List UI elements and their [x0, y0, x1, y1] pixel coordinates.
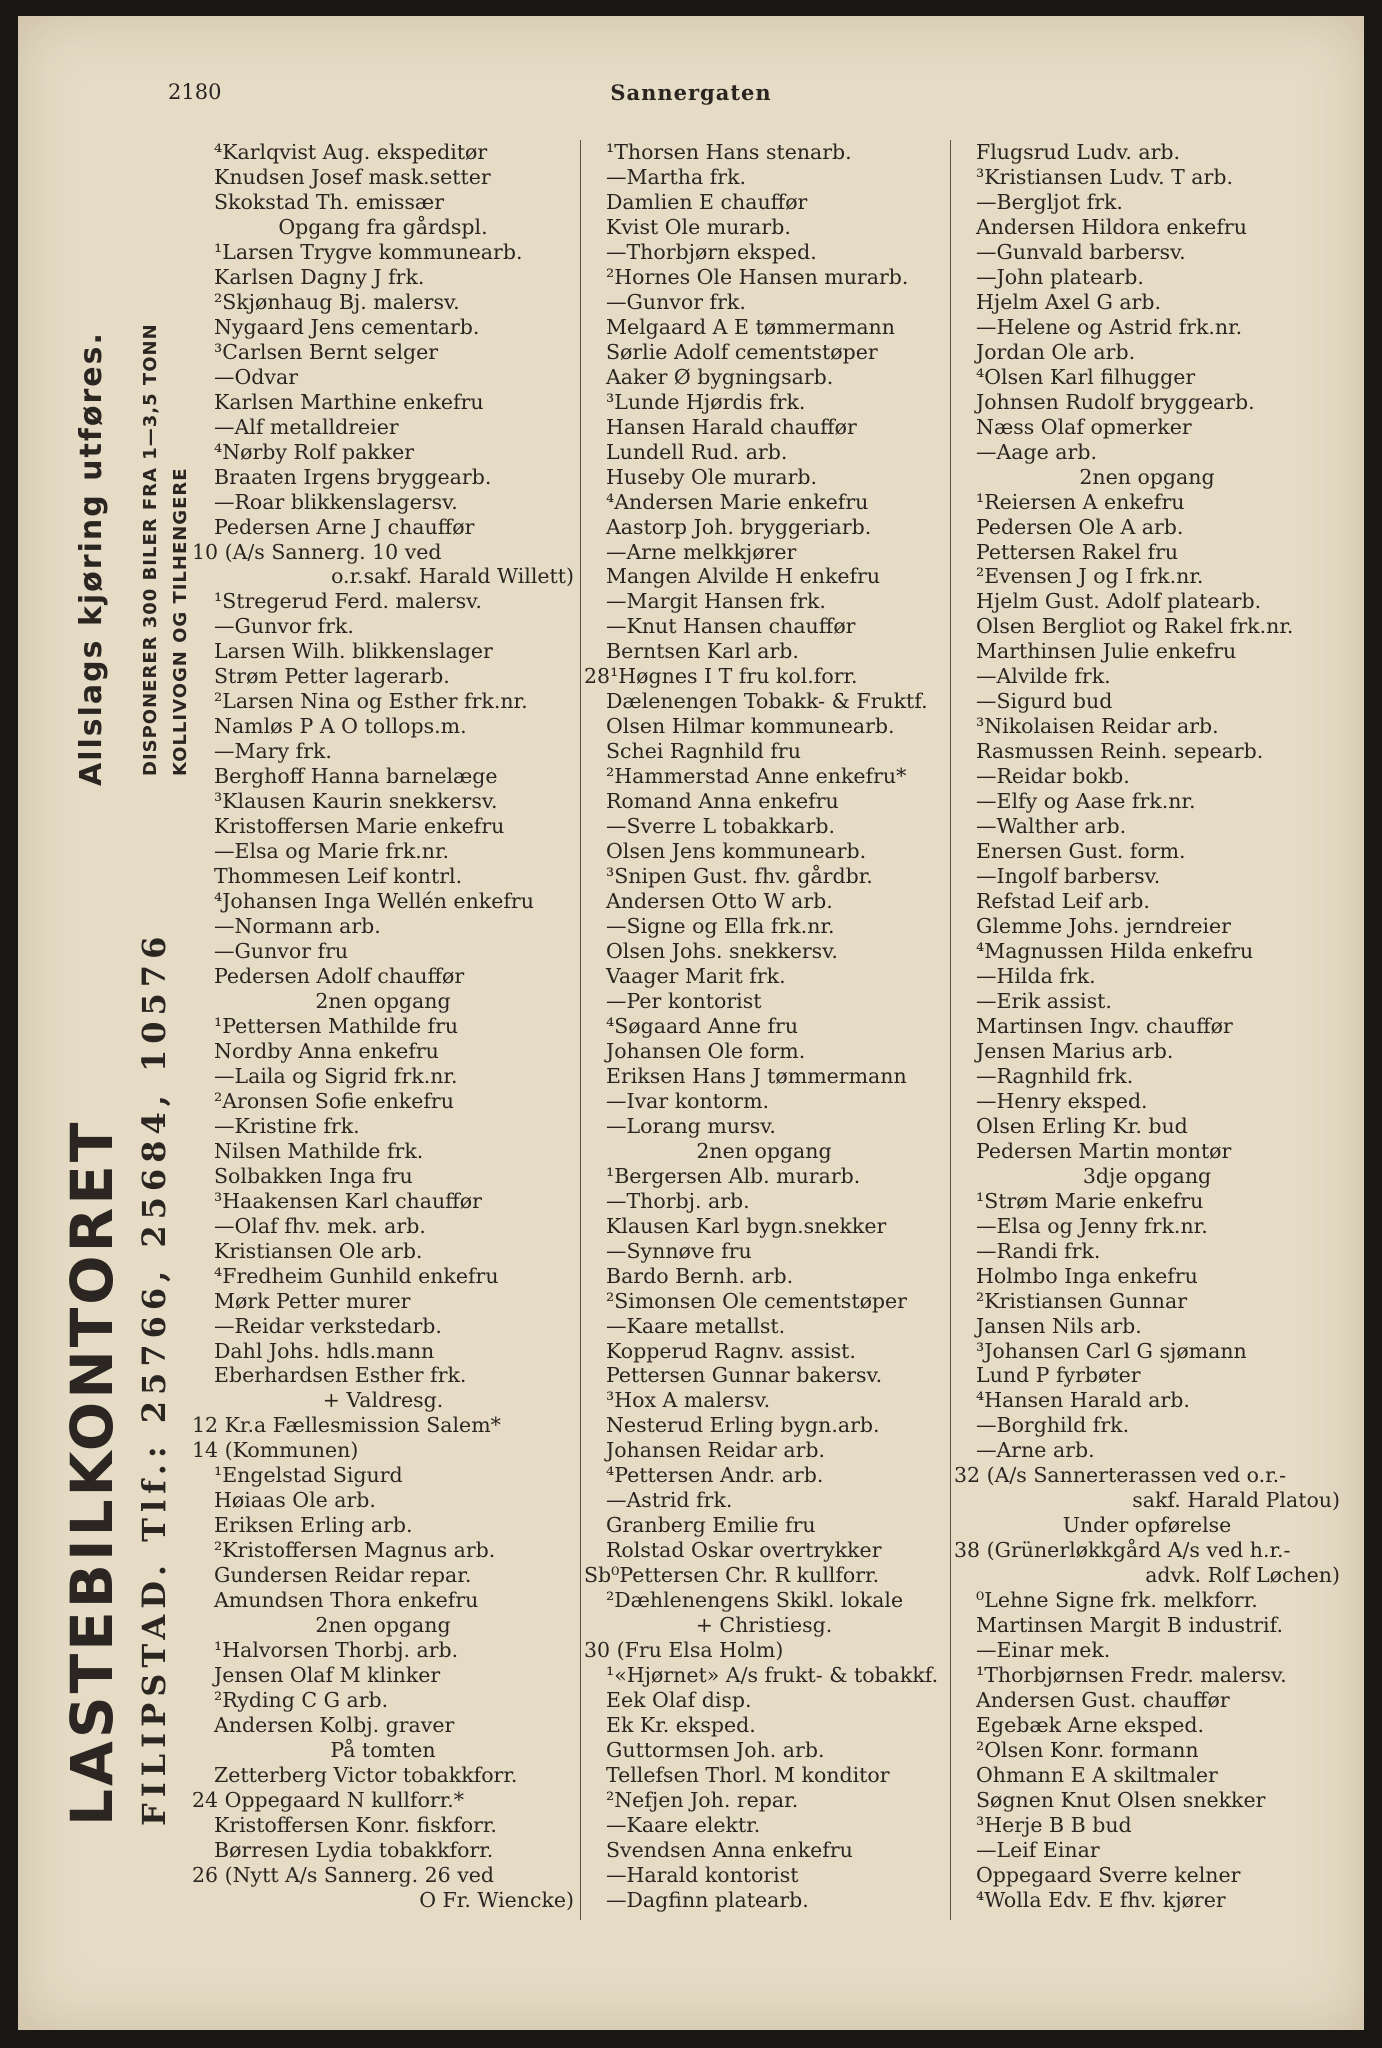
page-number: 2180 — [168, 80, 222, 104]
ad-fleet-line: DISPONERER 300 BILER FRA 1—3,5 TONN — [140, 323, 161, 776]
directory-entry: —Margit Hansen frk. — [606, 589, 826, 614]
directory-entry: ⁴Andersen Marie enkefru — [606, 489, 869, 514]
directory-entry: ¹Bergersen Alb. murarb. — [606, 1163, 861, 1188]
directory-entry: ¹Larsen Trygve kommunearb. — [214, 239, 523, 264]
directory-entry: Melgaard A E tømmermann — [606, 314, 895, 339]
directory-entry: ²Hammerstad Anne enkefru* — [606, 764, 907, 789]
directory-entry: Solbakken Inga fru — [214, 1163, 413, 1188]
advertisement-banner — [56, 236, 206, 1826]
directory-entry: Namløs P A O tollops.m. — [214, 714, 467, 739]
directory-entry: Nordby Anna enkefru — [214, 1038, 439, 1063]
directory-entry: —Kaare elektr. — [606, 1812, 761, 1837]
directory-entry: Johnsen Rudolf bryggearb. — [976, 389, 1255, 414]
directory-column-2 — [584, 140, 944, 1920]
directory-entry: 2nen opgang — [696, 1138, 832, 1163]
directory-entry: Eek Olaf disp. — [606, 1688, 752, 1713]
directory-entry: Huseby Ole murarb. — [606, 464, 818, 489]
directory-entry: Knudsen Josef mask.setter — [214, 164, 491, 189]
directory-entry: 30 (Fru Elsa Holm) — [584, 1638, 784, 1663]
directory-entry: —Elsa og Jenny frk.nr. — [976, 1213, 1208, 1238]
street-title: Sannergaten — [610, 80, 772, 105]
directory-entry: 3dje opgang — [1082, 1163, 1212, 1188]
directory-entry: —Thorbjørn eksped. — [606, 239, 817, 264]
directory-entry: ¹Thorbjørnsen Fredr. malersv. — [976, 1663, 1287, 1688]
directory-entry: Dælenengen Tobakk- & Fruktf. — [606, 689, 928, 714]
directory-entry: Andersen Gust. chauffør — [976, 1688, 1230, 1713]
directory-entry: ⁴Wolla Edv. E fhv. kjører — [976, 1887, 1226, 1912]
directory-entry: ²Aronsen Sofie enkefru — [214, 1088, 454, 1113]
directory-entry: Bardo Bernh. arb. — [606, 1263, 794, 1288]
directory-entry: ⁴Fredheim Gunhild enkefru — [214, 1263, 499, 1288]
directory-entry: Martinsen Ingv. chauffør — [976, 1013, 1233, 1038]
directory-entry: ³Hox A malersv. — [606, 1388, 771, 1413]
directory-entry: På tomten — [330, 1738, 436, 1762]
directory-entry: Thommesen Leif kontrl. — [214, 864, 463, 889]
directory-entry: Aaker Ø bygningsarb. — [606, 364, 834, 389]
directory-entry: Egebæk Arne eksped. — [976, 1713, 1204, 1738]
directory-entry: Eriksen Erling arb. — [214, 1513, 413, 1538]
directory-entry: ³Nikolaisen Reidar arb. — [976, 714, 1219, 739]
directory-entry: ²Kristoffersen Magnus arb. — [214, 1538, 496, 1563]
directory-entry: 10 (A/s Sannerg. 10 ved — [192, 539, 442, 564]
directory-entry: —Ivar kontorm. — [606, 1088, 770, 1113]
directory-entry: Romand Anna enkefru — [606, 789, 839, 814]
directory-entry: —Arne melkkjører — [606, 539, 797, 564]
directory-entry: ⁴Johansen Inga Wellén enkefru — [214, 889, 534, 914]
directory-entry: —Einar mek. — [976, 1638, 1111, 1663]
directory-entry: Hjelm Axel G arb. — [976, 289, 1162, 314]
directory-entry: Olsen Johs. snekkersv. — [606, 939, 838, 963]
directory-entry: ³Herje B B bud — [976, 1812, 1132, 1837]
directory-entry: ¹Stregerud Ferd. malersv. — [214, 589, 482, 614]
directory-entry: Kopperud Ragnv. assist. — [606, 1338, 856, 1363]
directory-entry: Kvist Ole murarb. — [606, 214, 791, 239]
directory-entry: —Reidar verkstedarb. — [214, 1313, 442, 1338]
directory-page — [18, 16, 1364, 2030]
directory-entry: —Erik assist. — [976, 988, 1112, 1013]
directory-entry: ²Larsen Nina og Esther frk.nr. — [214, 689, 528, 714]
directory-entry: Børresen Lydia tobakkforr. — [214, 1837, 494, 1862]
directory-entry: —Lorang mursv. — [606, 1113, 776, 1138]
directory-entry: —Laila og Sigrid frk.nr. — [214, 1063, 458, 1088]
directory-entry: —Dagfinn platearb. — [606, 1887, 809, 1912]
directory-entry: —Aage arb. — [976, 439, 1097, 464]
directory-entry: Rolstad Oskar overtrykker — [606, 1538, 882, 1563]
directory-entry: —Astrid frk. — [606, 1488, 733, 1513]
directory-entry: Granberg Emilie fru — [606, 1513, 816, 1538]
directory-entry: —Walther arb. — [976, 814, 1127, 839]
directory-entry: ²Skjønhaug Bj. malersv. — [214, 289, 460, 314]
directory-entry: —Ingolf barbersv. — [976, 864, 1161, 889]
directory-entry: Rasmussen Reinh. sepearb. — [976, 739, 1264, 764]
directory-entry: —Henry eksped. — [976, 1088, 1148, 1113]
directory-entry: —Odvar — [214, 364, 299, 389]
directory-entry: Pedersen Martin montør — [976, 1138, 1232, 1163]
column-divider — [950, 140, 951, 1920]
directory-entry: Schei Ragnhild fru — [606, 739, 801, 764]
directory-entry: ²Ryding C G arb. — [214, 1688, 389, 1713]
directory-entry: —Sverre L tobakkarb. — [606, 814, 836, 839]
directory-entry: Næss Olaf opmerker — [976, 414, 1192, 439]
directory-entry: Strøm Petter lagerarb. — [214, 664, 450, 689]
directory-entry: —Borghild frk. — [976, 1413, 1130, 1438]
directory-entry: ³Johansen Carl G sjømann — [976, 1338, 1247, 1363]
directory-entry: —Reidar bokb. — [976, 764, 1130, 789]
ad-contact: FILIPSTAD. Tlf.: 25766, 25684, 10576 — [135, 930, 173, 1826]
directory-entry: —Per kontorist — [606, 988, 762, 1013]
directory-entry: —Arne arb. — [976, 1438, 1095, 1463]
directory-entry: —Roar blikkenslagersv. — [214, 489, 458, 514]
directory-entry: Martinsen Margit B industrif. — [976, 1613, 1283, 1638]
directory-entry: Skokstad Th. emissær — [214, 189, 444, 214]
directory-entry: 28¹Høgnes I T fru kol.forr. — [584, 664, 858, 689]
directory-entry: Holmbo Inga enkefru — [976, 1263, 1198, 1288]
directory-entry: Nygaard Jens cementarb. — [214, 314, 480, 339]
directory-entry: o.r.sakf. Harald Willett) — [331, 564, 574, 589]
directory-entry: ²Evensen J og I frk.nr. — [976, 564, 1204, 589]
directory-entry: —Martha frk. — [606, 164, 747, 189]
directory-entry: ³Klausen Kaurin snekkersv. — [214, 789, 498, 814]
ad-tagline: Allslags kjøring utføres. — [74, 331, 109, 786]
directory-entry: ¹Thorsen Hans stenarb. — [606, 140, 852, 164]
directory-entry: —Ragnhild frk. — [976, 1063, 1134, 1088]
directory-entry: Pettersen Gunnar bakersv. — [606, 1363, 883, 1388]
directory-entry: ²Olsen Konr. formann — [976, 1738, 1199, 1762]
directory-entry: Refstad Leif arb. — [976, 889, 1150, 914]
directory-entry: —Elfy og Aase frk.nr. — [976, 789, 1196, 814]
ad-fleet-line: KOLLIVOGN OG TILHENGERE — [170, 467, 191, 776]
directory-entry: Opgang fra gårdspl. — [278, 214, 488, 239]
directory-entry: Nesterud Erling bygn.arb. — [606, 1413, 880, 1438]
directory-entry: 24 Oppegaard N kullforr.* — [192, 1787, 465, 1812]
directory-entry: ⁴Olsen Karl filhugger — [976, 364, 1196, 389]
directory-entry: Kristoffersen Marie enkefru — [214, 814, 505, 839]
directory-entry: O Fr. Wiencke) — [419, 1887, 574, 1912]
directory-entry: —Gunvald barbersv. — [976, 239, 1186, 264]
directory-entry: Andersen Hildora enkefru — [976, 214, 1247, 239]
directory-entry: ¹«Hjørnet» A/s frukt- & tobakkf. — [606, 1663, 939, 1688]
directory-entry: 32 (A/s Sannerterassen ved o.r.- — [954, 1463, 1287, 1488]
directory-entry: 38 (Grünerløkkgård A/s ved h.r.- — [954, 1538, 1291, 1563]
directory-entry: Eberhardsen Esther frk. — [214, 1363, 467, 1388]
directory-entry: Larsen Wilh. blikkenslager — [214, 639, 493, 664]
directory-entry: 12 Kr.a Fællesmission Salem* — [192, 1413, 501, 1438]
directory-entry: ³Lunde Hjørdis frk. — [606, 389, 806, 414]
directory-entry: Olsen Hilmar kommunearb. — [606, 714, 895, 739]
directory-entry: ²Dæhlenengens Skikl. lokale — [606, 1588, 904, 1613]
directory-entry: Hjelm Gust. Adolf platearb. — [976, 589, 1262, 614]
directory-entry: —Olaf fhv. mek. arb. — [214, 1213, 426, 1238]
directory-entry: ³Kristiansen Ludv. T arb. — [976, 164, 1233, 189]
directory-entry: ⁴Pettersen Andr. arb. — [606, 1463, 824, 1488]
directory-entry: —Bergljot frk. — [976, 189, 1123, 214]
directory-entry: advk. Rolf Løchen) — [1145, 1563, 1340, 1588]
directory-entry: Glemme Johs. jerndreier — [976, 914, 1231, 939]
directory-entry: —Gunvor frk. — [214, 614, 354, 639]
directory-entry: Jordan Ole arb. — [976, 339, 1136, 364]
directory-entry: —Alvilde frk. — [976, 664, 1111, 689]
ad-fleet — [136, 323, 196, 776]
directory-entry: Karlsen Marthine enkefru — [214, 389, 484, 414]
directory-entry: Eriksen Hans J tømmermann — [606, 1063, 907, 1088]
directory-entry: Jensen Marius arb. — [976, 1038, 1174, 1063]
directory-entry: —Elsa og Marie frk.nr. — [214, 839, 450, 864]
directory-entry: —Synnøve fru — [606, 1238, 752, 1263]
directory-entry: —Alf metalldreier — [214, 414, 399, 439]
directory-entry: 2nen opgang — [1079, 464, 1215, 489]
directory-entry: Johansen Ole form. — [606, 1038, 806, 1063]
directory-entry: Pedersen Ole A arb. — [976, 514, 1184, 539]
directory-entry: —Gunvor fru — [214, 939, 349, 963]
directory-column-1 — [192, 140, 574, 1920]
directory-entry: ³Snipen Gust. fhv. gårdbr. — [606, 864, 873, 889]
directory-entry: Olsen Jens kommunearb. — [606, 839, 867, 864]
directory-entry: ²Nefjen Joh. repar. — [606, 1787, 799, 1812]
directory-entry: Ohmann E A skiltmaler — [976, 1762, 1218, 1787]
directory-entry: Vaager Marit frk. — [606, 963, 786, 988]
directory-entry: —Kristine frk. — [214, 1113, 360, 1138]
directory-entry: Damlien E chauffør — [606, 189, 808, 214]
directory-entry: ²Kristiansen Gunnar — [976, 1288, 1188, 1313]
directory-entry: Olsen Bergliot og Rakel frk.nr. — [976, 614, 1294, 639]
directory-entry: 2nen opgang — [315, 988, 451, 1013]
directory-entry: —Knut Hansen chauffør — [606, 614, 856, 639]
directory-entry: Sb⁰Pettersen Chr. R kullforr. — [584, 1563, 880, 1588]
directory-entry: —Randi frk. — [976, 1238, 1101, 1263]
directory-entry: Oppegaard Sverre kelner — [976, 1862, 1241, 1887]
directory-entry: Amundsen Thora enkefru — [214, 1588, 479, 1613]
directory-entry: Hansen Harald chauffør — [606, 414, 857, 439]
directory-entry: Andersen Otto W arb. — [606, 889, 833, 914]
directory-entry: Johansen Reidar arb. — [606, 1438, 826, 1463]
directory-entry: Olsen Erling Kr. bud — [976, 1113, 1188, 1138]
directory-entry: 26 (Nytt A/s Sannerg. 26 ved — [192, 1862, 495, 1887]
directory-entry: Svendsen Anna enkefru — [606, 1837, 853, 1862]
directory-entry: Lund P fyrbøter — [976, 1363, 1141, 1388]
directory-entry: Pedersen Adolf chauffør — [214, 963, 465, 988]
directory-entry: Flugsrud Ludv. arb. — [976, 140, 1181, 164]
directory-column-3 — [954, 140, 1340, 1920]
directory-entry: ¹Halvorsen Thorbj. arb. — [214, 1638, 459, 1663]
directory-entry: —Sigurd bud — [976, 689, 1113, 714]
directory-entry: ⁴Magnussen Hilda enkefru — [976, 939, 1254, 963]
ad-title: LASTEBILKONTORET — [58, 1119, 126, 1826]
directory-entry: ²Simonsen Ole cementstøper — [606, 1288, 907, 1313]
directory-entry: sakf. Harald Platou) — [1132, 1488, 1340, 1513]
directory-entry: Aastorp Joh. bryggeriarb. — [606, 514, 872, 539]
directory-entry: ³Haakensen Karl chauffør — [214, 1188, 482, 1213]
directory-entry: —Mary frk. — [214, 739, 332, 764]
directory-entry: —Harald kontorist — [606, 1862, 799, 1887]
directory-entry: —Normann arb. — [214, 914, 381, 939]
directory-entry: Pettersen Rakel fru — [976, 539, 1179, 564]
directory-entry: Sørlie Adolf cementstøper — [606, 339, 878, 364]
directory-entry: —Signe og Ella frk.nr. — [606, 914, 835, 939]
directory-entry: Berntsen Karl arb. — [606, 639, 799, 664]
directory-entry: Zetterberg Victor tobakkforr. — [214, 1762, 518, 1787]
directory-entry: Berghoff Hanna barnelæge — [214, 764, 498, 789]
directory-entry: 2nen opgang — [315, 1613, 451, 1638]
directory-entry: —Helene og Astrid frk.nr. — [976, 314, 1243, 339]
directory-entry: Nilsen Mathilde frk. — [214, 1138, 424, 1163]
directory-entry: 14 (Kommunen) — [192, 1438, 359, 1463]
directory-entry: ¹Strøm Marie enkefru — [976, 1188, 1204, 1213]
directory-entry: Enersen Gust. form. — [976, 839, 1186, 864]
directory-entry: ⁴Hansen Harald arb. — [976, 1388, 1190, 1413]
directory-entry: Karlsen Dagny J frk. — [214, 264, 425, 289]
directory-entry: Lundell Rud. arb. — [606, 439, 788, 464]
directory-entry: Pedersen Arne J chauffør — [214, 514, 475, 539]
directory-entry: ¹Reiersen A enkefru — [976, 489, 1185, 514]
directory-entry: Søgnen Knut Olsen snekker — [976, 1787, 1266, 1812]
directory-entry: Guttormsen Joh. arb. — [606, 1738, 825, 1762]
directory-entry: + Christiesg. — [695, 1613, 833, 1638]
directory-entry: —Gunvor frk. — [606, 289, 746, 314]
directory-entry: ⁴Karlqvist Aug. ekspeditør — [214, 140, 488, 164]
directory-entry: ¹Engelstad Sigurd — [214, 1463, 403, 1488]
directory-entry: Mangen Alvilde H enkefru — [606, 564, 881, 589]
directory-entry: —Kaare metallst. — [606, 1313, 786, 1338]
directory-entry: ¹Pettersen Mathilde fru — [214, 1013, 459, 1038]
directory-entry: Klausen Karl bygn.snekker — [606, 1213, 887, 1238]
directory-entry: Tellefsen Thorl. M konditor — [606, 1762, 890, 1787]
directory-entry: Marthinsen Julie enkefru — [976, 639, 1237, 664]
directory-entry: Dahl Johs. hdls.mann — [214, 1338, 435, 1363]
directory-entry: + Valdresg. — [322, 1388, 444, 1413]
directory-entry: Jensen Olaf M klinker — [214, 1663, 441, 1688]
directory-entry: ³Carlsen Bernt selger — [214, 339, 439, 364]
directory-entry: ⁰Lehne Signe frk. melkforr. — [976, 1588, 1258, 1613]
directory-entry: Høiaas Ole arb. — [214, 1488, 376, 1513]
directory-entry: ²Hornes Ole Hansen murarb. — [606, 264, 909, 289]
directory-entry: —Hilda frk. — [976, 963, 1096, 988]
directory-entry: —John platearb. — [976, 264, 1144, 289]
directory-entry: Under opførelse — [1062, 1513, 1232, 1538]
directory-entry: Jansen Nils arb. — [976, 1313, 1142, 1338]
directory-entry: Kristoffersen Konr. fiskforr. — [214, 1812, 497, 1837]
directory-entry: Braaten Irgens bryggearb. — [214, 464, 492, 489]
directory-entry: Andersen Kolbj. graver — [214, 1713, 455, 1738]
directory-entry: —Thorbj. arb. — [606, 1188, 750, 1213]
directory-entry: —Leif Einar — [976, 1837, 1100, 1862]
directory-entry: ⁴Nørby Rolf pakker — [214, 439, 415, 464]
directory-entry: ⁴Søgaard Anne fru — [606, 1013, 799, 1038]
directory-entry: Mørk Petter murer — [214, 1288, 411, 1313]
directory-entry: Kristiansen Ole arb. — [214, 1238, 423, 1263]
directory-entry: Ek Kr. eksped. — [606, 1713, 756, 1738]
directory-entry: Gundersen Reidar repar. — [214, 1563, 472, 1588]
column-divider — [580, 140, 581, 1920]
